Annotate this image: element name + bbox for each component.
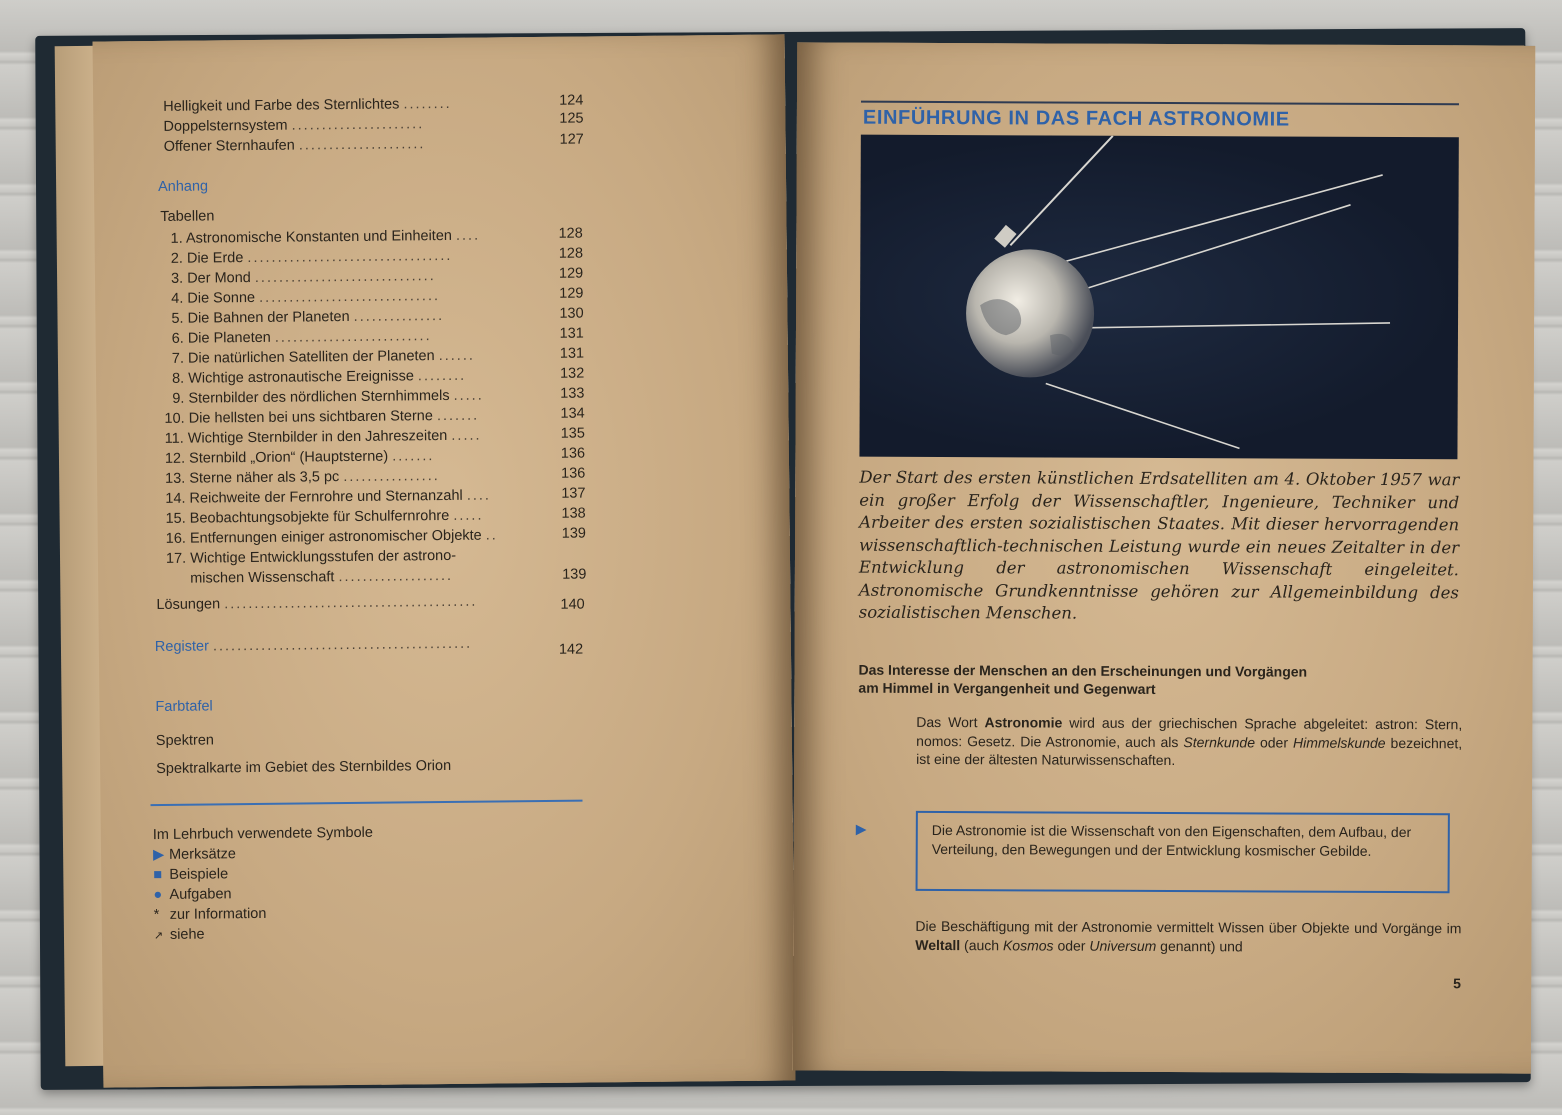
table-entry: 9. Sternbilder des nördlichen Sternhimmels ..... xyxy=(172,387,484,407)
toc-page-number: 140 xyxy=(560,596,585,613)
table-page-number: 130 xyxy=(559,305,584,322)
table-page-number: 137 xyxy=(561,485,586,502)
table-entry: 13. Sterne näher als 3,5 pc ................ xyxy=(165,468,440,487)
paragraph-astronomie: Das Wort Astronomie wird aus der griechischen Sprache abgeleitet: astron: Stern, nomos: Gesetz. Die Astronomie, auch als Sternkunde oder Himmelskunde bezeichnet, ist eine der ältesten Naturwissenschaften. xyxy=(916,713,1463,769)
section-tabellen: Tabellen xyxy=(160,208,215,225)
symbol-row: ↗ siehe xyxy=(153,926,205,943)
sputnik-photo xyxy=(859,135,1458,460)
paragraph-weltall: Die Beschäftigung mit der Astronomie vermittelt Wissen über Objekte und Vorgänge im Weltall (auch Kosmos oder Universum genannt) und xyxy=(915,917,1462,954)
table-page-number: 135 xyxy=(560,425,585,442)
table-page-number: 136 xyxy=(561,465,586,482)
toc-page-number: 127 xyxy=(559,131,584,148)
page-number: 5 xyxy=(1453,975,1461,992)
symbols-title: Im Lehrbuch verwendete Symbole xyxy=(152,824,373,844)
arrow-icon: ↗ xyxy=(153,929,164,943)
table-entry: 15. Beobachtungsobjekte für Schulfernrohre ..... xyxy=(165,507,484,527)
toc-page-number: 124 xyxy=(559,92,584,109)
section-farbtafel: Farbtafel xyxy=(155,698,213,716)
table-page-number: 133 xyxy=(560,385,585,402)
table-entry: 3. Der Mond .............................. xyxy=(170,268,436,287)
table-page-number: 131 xyxy=(559,345,585,362)
circle-icon: ● xyxy=(153,886,163,904)
divider-line xyxy=(151,800,583,807)
table-entry: 17. Wichtige Entwicklungsstufen der astrono- xyxy=(165,547,457,567)
symbol-row: * zur Information xyxy=(153,905,267,924)
square-icon: ■ xyxy=(153,866,163,884)
table-entry: 11. Wichtige Sternbilder in den Jahreszeiten ..... xyxy=(164,427,482,447)
table-entry: 4. Die Sonne .............................. xyxy=(171,288,441,307)
farbtafel-item: Spektren xyxy=(155,732,214,750)
toc-page-number: 125 xyxy=(559,110,584,127)
sputnik-illustration xyxy=(859,135,1458,460)
section-heading xyxy=(858,661,1307,699)
triangle-icon: ▶ xyxy=(855,820,867,837)
table-page-number: 138 xyxy=(561,505,586,522)
symbol-row: ▶ Merksätze xyxy=(152,846,237,864)
toc-entry: Helligkeit und Farbe des Sternlichtes ........ xyxy=(163,95,452,115)
table-entry: 1. Astronomische Konstanten und Einheiten .... xyxy=(170,227,481,247)
symbol-row: ■ Beispiele xyxy=(153,866,229,884)
table-entry: 12. Sternbild „Orion“ (Hauptsterne) ....... xyxy=(164,448,435,467)
asterisk-icon: * xyxy=(153,907,160,924)
left-page xyxy=(93,34,796,1087)
toc-entry-register: Register ........................................... xyxy=(154,635,473,656)
title-rule xyxy=(861,101,1459,106)
table-page-number: 128 xyxy=(558,225,583,242)
farbtafel-item: Spektralkarte im Gebiet des Sternbildes Orion xyxy=(156,757,452,778)
table-entry: 7. Die natürlichen Satelliten der Planeten ...... xyxy=(171,347,475,367)
intro-paragraph: Der Start des ersten künstlichen Erdsatelliten am 4. Oktober 1957 war ein großer Erfolg der Wissenschaftler, Ingenieure, Techniker und Arbeiter des ersten sozialistischen Staates. Mit dieser hervorragenden wissenschaftlich-technischen Leistung wurde ein neues Zeitalter in der Entwicklung der astronomischen Wissenschaft eingeleitet. Astronomische Grundkenntnisse gehören zur Allgemeinbildung des sozialistischen Menschen. xyxy=(858,467,1460,623)
symbol-row: ● Aufgaben xyxy=(153,886,232,904)
toc-entry: Offener Sternhaufen ..................... xyxy=(163,136,426,155)
toc-entry-loesungen: Lösungen .......................................... xyxy=(156,593,478,614)
table-page-number: 139 xyxy=(561,525,587,542)
section-heading-line: Das Interesse der Menschen an den Erscheinungen und Vorgängen xyxy=(858,661,1308,680)
table-entry: 5. Die Bahnen der Planeten ............... xyxy=(171,307,445,327)
table-page-number: 129 xyxy=(559,285,584,302)
table-page-number: 131 xyxy=(559,325,584,342)
toc-entry: Doppelsternsystem ...................... xyxy=(163,116,425,135)
definition-box: Die Astronomie ist die Wissenschaft von den Eigenschaften, dem Aufbau, der Verteilung, den Bewegungen und der Entwicklung kosmischer Gebilde. xyxy=(916,811,1450,893)
chapter-title: EINFÜHRUNG IN DAS FACH ASTRONOMIE xyxy=(862,106,1290,131)
table-page-number: 136 xyxy=(560,445,586,462)
triangle-icon: ▶ xyxy=(152,846,165,864)
table-page-number: 134 xyxy=(560,405,585,422)
section-heading-line: am Himmel in Vergangenheit und Gegenwart xyxy=(858,679,1156,697)
table-entry: 10. Die hellsten bei uns sichtbaren Sterne ....... xyxy=(164,407,480,427)
table-page-number: 128 xyxy=(558,245,584,262)
table-page-number: 139 xyxy=(562,566,587,583)
table-entry: 2. Die Erde .................................. xyxy=(170,247,453,267)
table-entry: 16. Entfernungen einiger astronomischer Objekte .. xyxy=(165,527,498,547)
table-entry: 6. Die Planeten .......................... xyxy=(171,328,432,347)
table-page-number: 132 xyxy=(559,365,585,382)
toc-page-number: 142 xyxy=(558,641,584,658)
right-page xyxy=(793,42,1535,1073)
table-entry: mischen Wissenschaft ................... xyxy=(190,567,454,587)
table-entry: 8. Wichtige astronautische Ereignisse ........ xyxy=(171,367,467,387)
table-entry: 14. Reichweite der Fernrohre und Sternanzahl .... xyxy=(165,487,491,507)
table-page-number: 129 xyxy=(558,265,584,282)
section-anhang: Anhang xyxy=(157,178,209,195)
